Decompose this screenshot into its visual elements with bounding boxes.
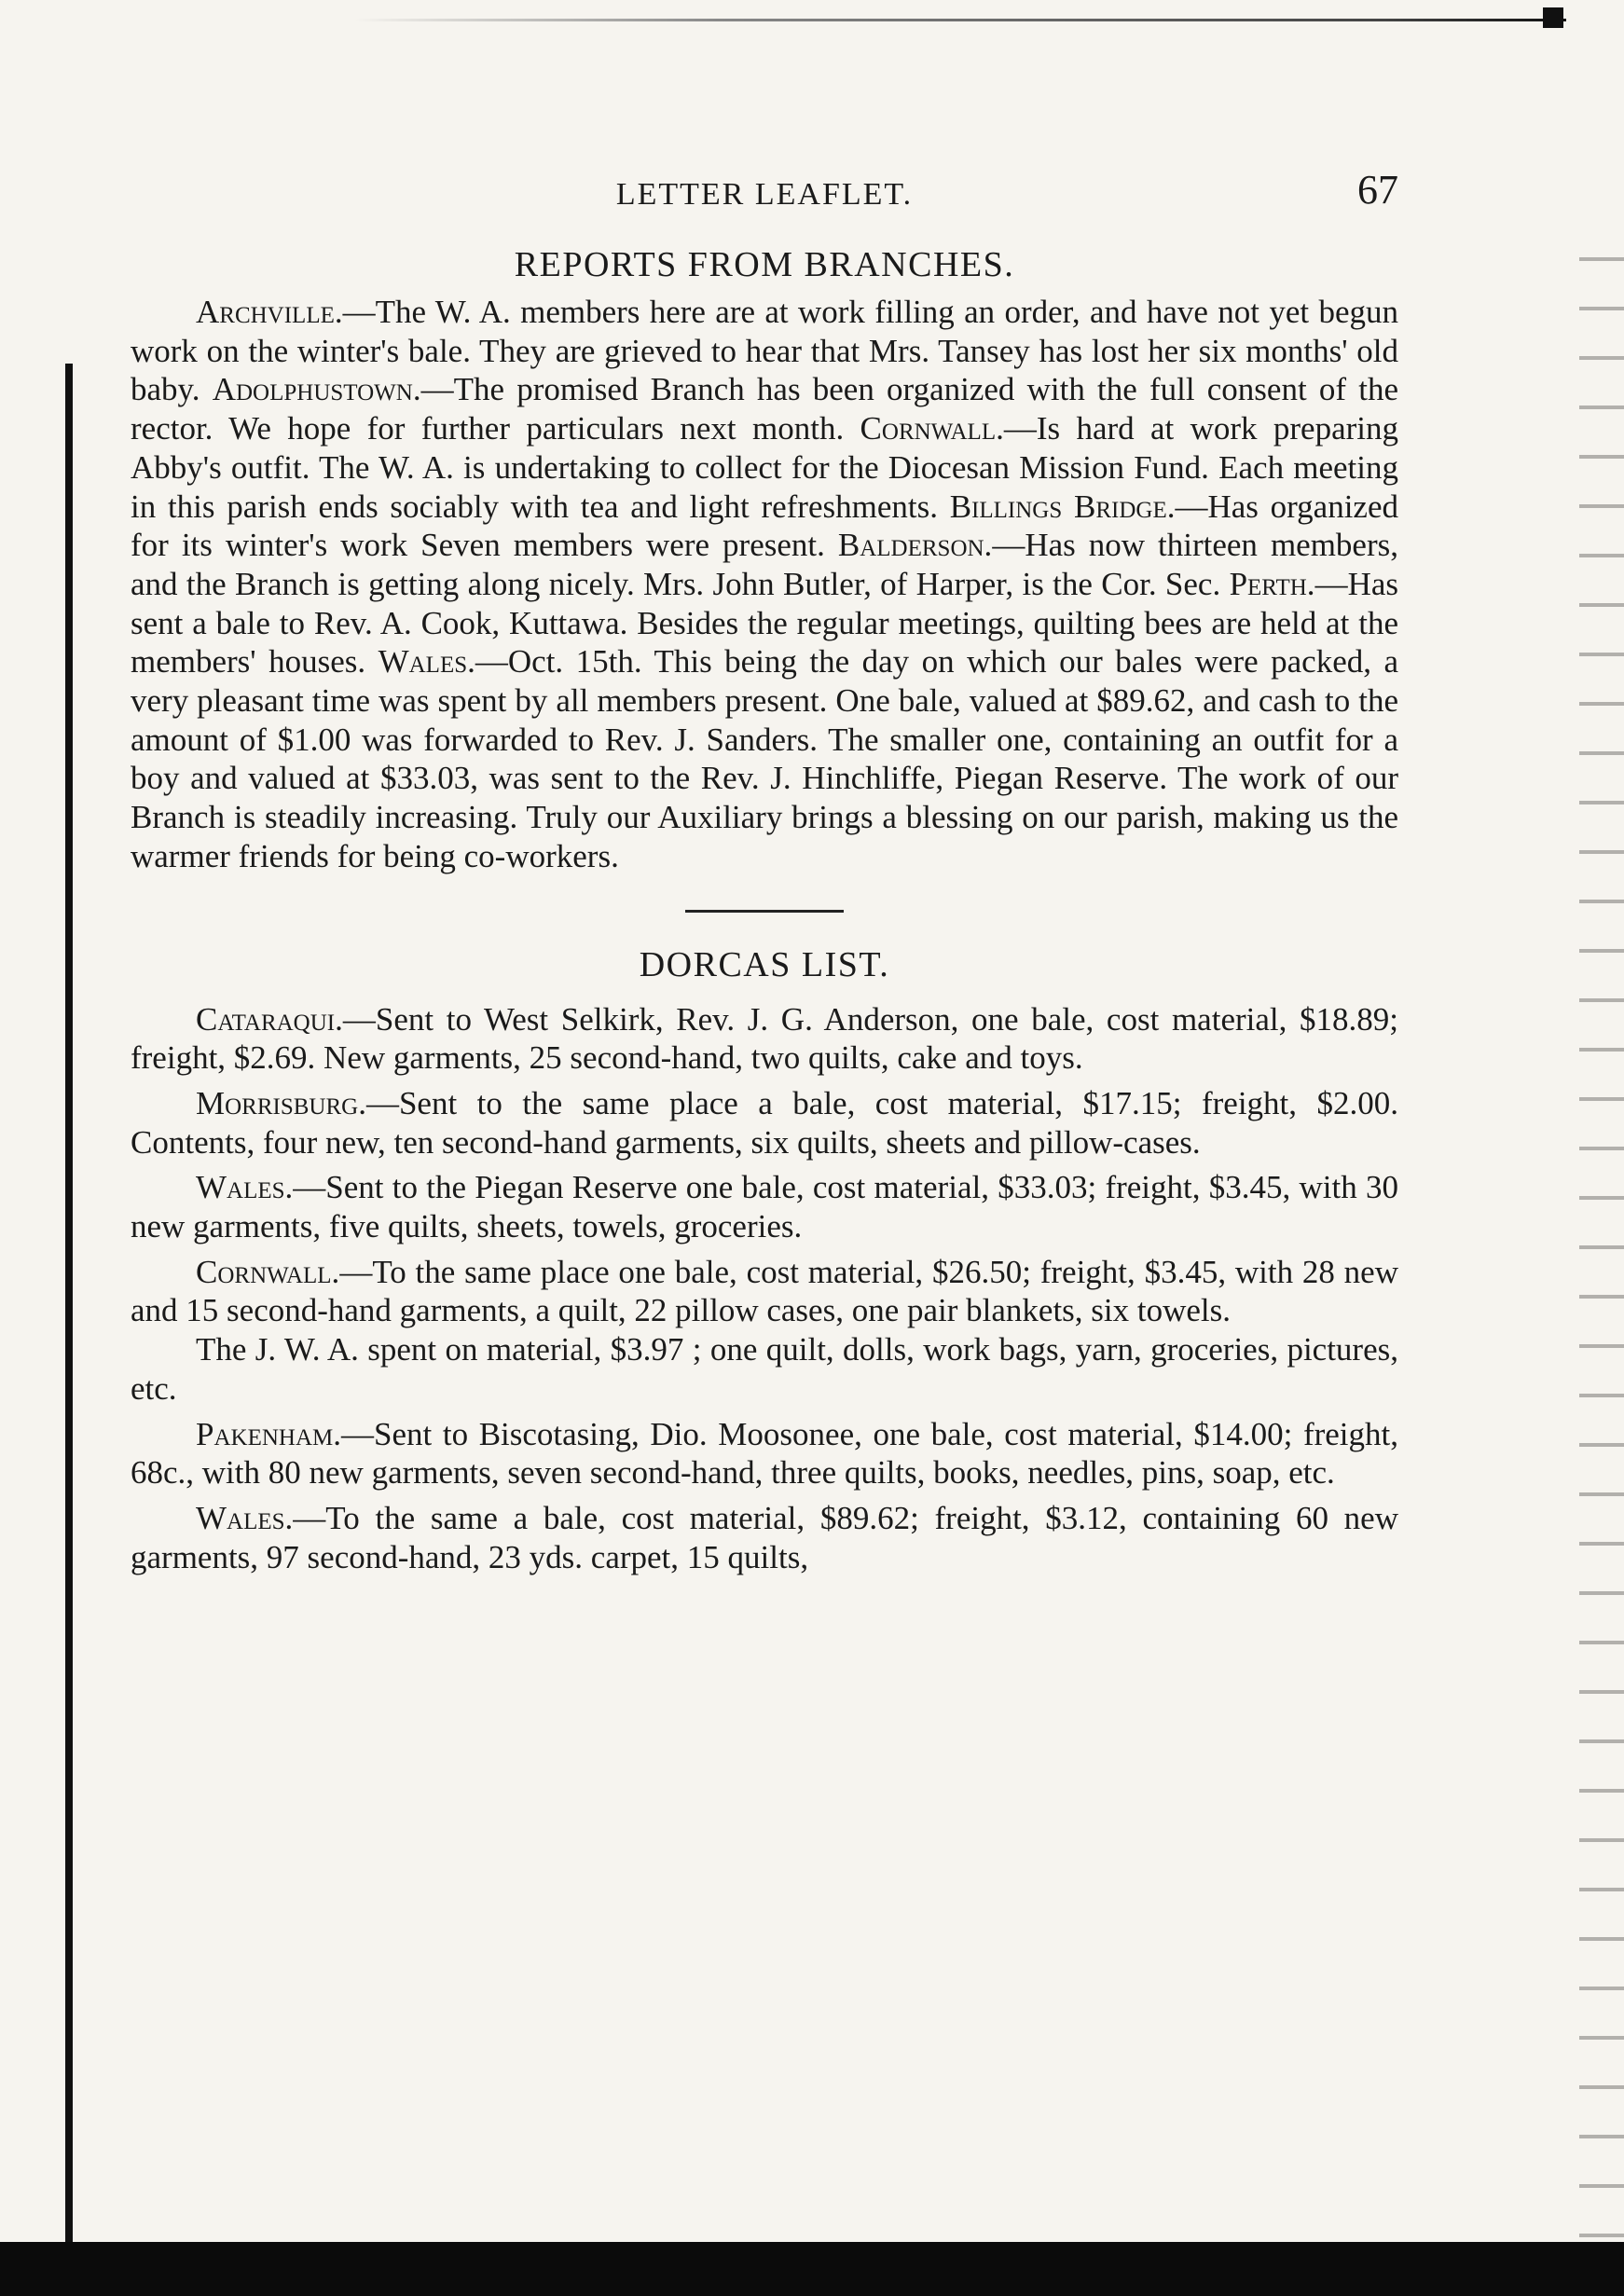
- dorcas-entry: [131, 1253, 1398, 1330]
- report-text: —Is hard at work preparing Abby's outfit. The W. A. is undertaking to collect for the Diocesan Mission Fund. Each meeting in this parish ends sociably with tea and light refreshments.: [131, 410, 1398, 525]
- report-text: —The promised Branch has been organized with the full consent of the rector. We hope for further particulars next month.: [131, 371, 1399, 447]
- left-margin-rule: [65, 364, 73, 2247]
- dorcas-entry: [131, 1330, 1398, 1408]
- report-place: Cornwall.: [860, 410, 1004, 447]
- reports-heading: REPORTS FROM BRANCHES.: [514, 245, 1015, 284]
- dorcas-entry: [131, 1168, 1398, 1245]
- right-edge-speckle: [1579, 233, 1624, 2242]
- report-text: —Has sent a bale to Rev. A. Cook, Kuttawa. Besides the regular meetings, quilting bees are held at the members' houses.: [131, 565, 1398, 681]
- dorcas-text: —Sent to the same place a bale, cost material, $17.15; freight, $2.00. Contents, four new, ten second-hand garments, six quilts, sheets and pillow-cases.: [131, 1084, 1398, 1161]
- dorcas-entry: [131, 1000, 1398, 1078]
- top-corner-mark: [1543, 7, 1563, 28]
- top-rule: [354, 19, 1566, 21]
- report-place: Wales.: [378, 643, 475, 681]
- running-title: LETTER LEAFLET.: [615, 177, 914, 212]
- report-text: —Has organized for its winter's work Seven members were present.: [131, 488, 1398, 564]
- reports-paragraph: [131, 293, 1398, 876]
- dorcas-entry: [131, 1084, 1398, 1162]
- dorcas-place: Cataraqui.: [196, 1000, 343, 1038]
- dorcas-text: —Sent to West Selkirk, Rev. J. G. Anderson, one bale, cost material, $18.89; freight, $2.69. New garments, 25 second-hand, two quilts, cake and toys.: [131, 1000, 1398, 1077]
- report-place: Billings Bridge.: [949, 488, 1176, 525]
- page-header: [131, 166, 1398, 231]
- dorcas-text: —Sent to Biscotasing, Dio. Moosonee, one bale, cost material, $14.00; freight, 68c., with 80 new garments, seven second-hand, three quilts, books, needles, pins, soap, etc.: [131, 1415, 1398, 1492]
- dorcas-place: Wales.: [196, 1499, 294, 1536]
- report-place: Adolphustown.: [212, 371, 421, 408]
- dorcas-entry: [131, 1499, 1398, 1576]
- report-place: Perth.: [1229, 565, 1315, 602]
- section-divider: [685, 910, 844, 913]
- dorcas-entry: [131, 1415, 1398, 1492]
- dorcas-heading: DORCAS LIST.: [639, 944, 890, 984]
- dorcas-place: Pakenham.: [196, 1415, 341, 1452]
- report-text: —Oct. 15th. This being the day on which our bales were packed, a very pleasant time was spent by all members present. One bale, valued at $89.62, and cash to the amount of $1.00 was forwarded to Rev. J. Sanders. The smaller one, containing an outfit for a boy and valued at $33.03, was sent to the Rev. J. Hinchliffe, Piegan Reserve. The work of our Branch is steadily increasing. Truly our Auxiliary brings a blessing on our parish, making us the warmer friends for being co-workers.: [131, 643, 1398, 874]
- dorcas-text: —Sent to the Piegan Reserve one bale, cost material, $33.03; freight, $3.45, with 30 new garments, five quilts, sheets, towels, groceries.: [131, 1169, 1398, 1245]
- dorcas-place: Cornwall.: [196, 1253, 340, 1290]
- report-text: —The W. A. members here are at work filling an order, and have not yet begun work on the winter's bale. They are grieved to hear that Mrs. Tansey has lost her six months' old baby.: [131, 294, 1398, 408]
- dorcas-text: —To the same a bale, cost material, $89.62; freight, $3.12, containing 60 new garments, 97 second-hand, 23 yds. carpet, 15 quilts,: [131, 1499, 1398, 1575]
- dorcas-place: Wales.: [196, 1169, 294, 1206]
- page-body: [131, 244, 1398, 1576]
- dorcas-text: The J. W. A. spent on material, $3.97 ; one quilt, dolls, work bags, yarn, groceries, pictures, etc.: [131, 1331, 1398, 1407]
- report-place: Archville.: [196, 294, 343, 330]
- report-place: Balderson.: [837, 527, 993, 564]
- dorcas-text: —To the same place one bale, cost material, $26.50; freight, $3.45, with 28 new and 15 second-hand garments, a quilt, 22 pillow cases, one pair blankets, six towels.: [131, 1253, 1398, 1329]
- bottom-edge-bar: [0, 2242, 1624, 2296]
- page-number: 67: [1357, 167, 1398, 213]
- report-text: —Has now thirteen members, and the Branch is getting along nicely. Mrs. John Butler, of Harper, is the Cor. Sec.: [131, 527, 1398, 602]
- dorcas-place: Morrisburg.: [196, 1084, 366, 1121]
